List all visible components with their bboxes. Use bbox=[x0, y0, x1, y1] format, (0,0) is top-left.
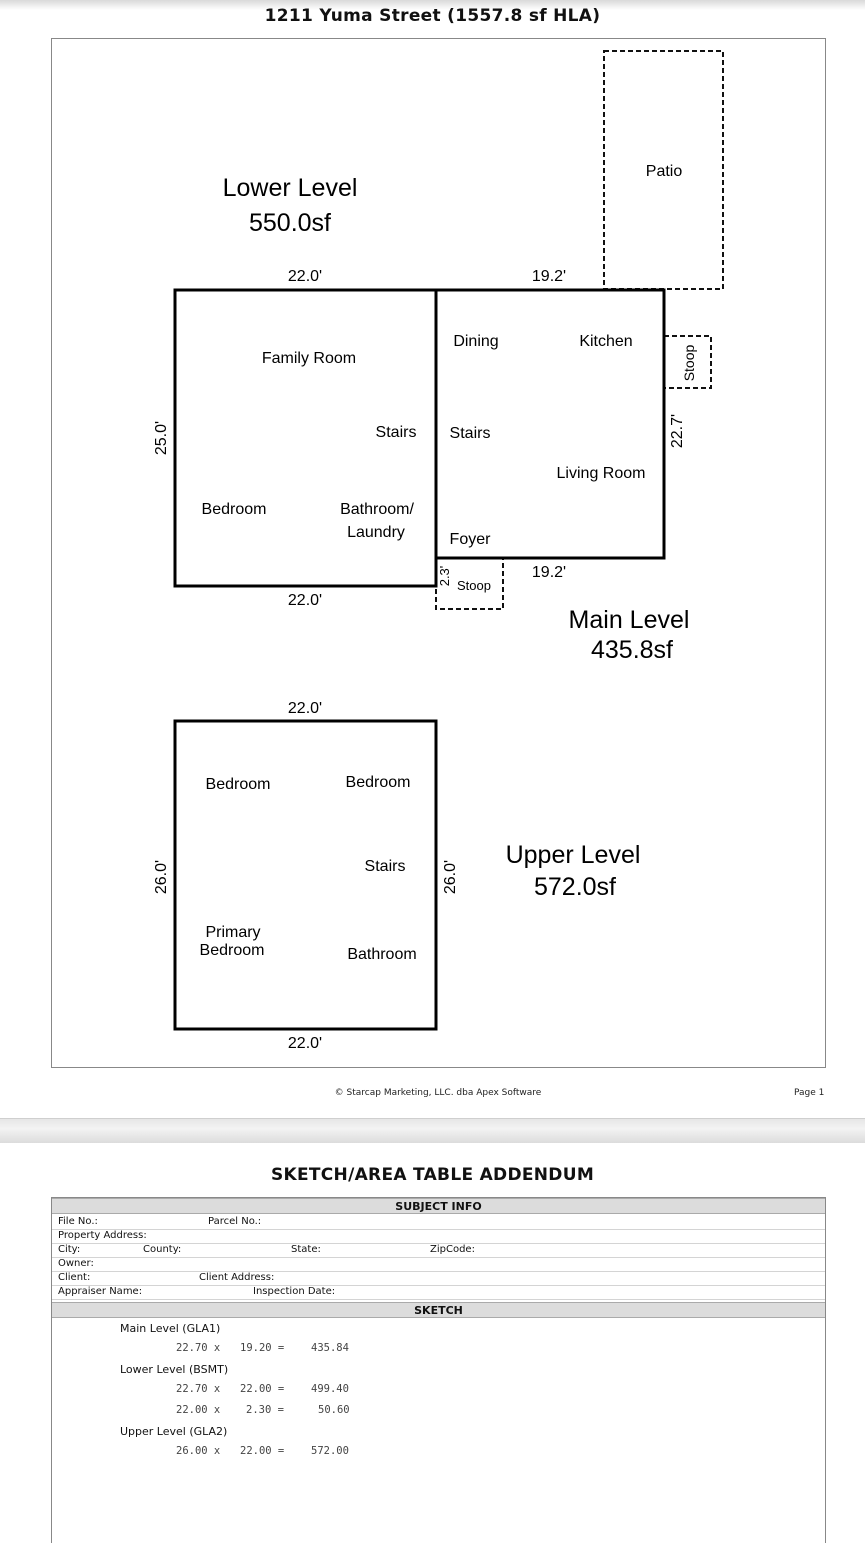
calc-result: 572.00 bbox=[311, 1445, 349, 1457]
page-number: Page 1 bbox=[794, 1088, 825, 1098]
addendum-page bbox=[0, 1143, 865, 1536]
row-client bbox=[52, 1271, 825, 1286]
label-front-stoop: Stoop bbox=[457, 578, 491, 593]
lower-dim-left: 25.0' bbox=[153, 420, 170, 456]
row-owner bbox=[52, 1257, 825, 1272]
subject-info-header: SUBJECT INFO bbox=[52, 1198, 825, 1214]
room-lower-stairs: Stairs bbox=[375, 424, 417, 441]
calc-operand-a: 26.00 x bbox=[176, 1445, 221, 1457]
label-inspection-date: Inspection Date: bbox=[253, 1286, 336, 1297]
upper-level-outline bbox=[175, 721, 436, 1029]
label-client: Client: bbox=[58, 1272, 91, 1283]
upper-dim-right: 26.0' bbox=[442, 859, 459, 895]
addendum-title: SKETCH/AREA TABLE ADDENDUM bbox=[270, 1165, 595, 1185]
room-upper-bedroom-b: Bedroom bbox=[345, 774, 411, 791]
room-family-room: Family Room bbox=[261, 350, 357, 367]
main-dim-top: 19.2' bbox=[531, 268, 567, 285]
calc-result: 50.60 bbox=[318, 1404, 350, 1416]
row-file-parcel bbox=[52, 1215, 825, 1230]
room-kitchen: Kitchen bbox=[579, 333, 633, 350]
row-city-county bbox=[52, 1243, 825, 1258]
label-zipcode: ZipCode: bbox=[430, 1244, 475, 1255]
calc-operand-b: 22.00 = bbox=[240, 1445, 285, 1457]
label-owner: Owner: bbox=[58, 1258, 94, 1269]
room-upper-bathroom: Bathroom bbox=[347, 946, 417, 963]
main-level-name: Main Level bbox=[568, 606, 690, 634]
room-upper-bedroom-a: Bedroom bbox=[205, 776, 271, 793]
main-dim-right: 22.7' bbox=[669, 413, 686, 449]
room-foyer: Foyer bbox=[449, 531, 491, 548]
room-dining: Dining bbox=[453, 333, 499, 350]
area-lower-level: Lower Level (BSMT) bbox=[120, 1363, 229, 1376]
lower-dim-bottom: 22.0' bbox=[287, 592, 323, 609]
lower-level-area: 550.0sf bbox=[248, 209, 332, 237]
label-side-stoop: Stoop bbox=[681, 344, 697, 382]
area-upper-level: Upper Level (GLA2) bbox=[120, 1425, 228, 1438]
room-primary-line2: Bedroom bbox=[199, 942, 265, 959]
main-level-area: 435.8sf bbox=[590, 636, 674, 664]
main-level-outline bbox=[436, 290, 664, 558]
calc-operand-b: 19.20 = bbox=[240, 1342, 285, 1354]
label-file-no: File No.: bbox=[58, 1216, 98, 1227]
page-separator bbox=[0, 1118, 865, 1144]
addendum-table bbox=[51, 1197, 826, 1543]
sketch-title: 1211 Yuma Street (1557.8 sf HLA) bbox=[264, 6, 601, 26]
calc-operand-b: 22.00 = bbox=[240, 1383, 285, 1395]
room-bathroom-line2: Laundry bbox=[347, 524, 405, 541]
upper-dim-left: 26.0' bbox=[153, 859, 170, 895]
upper-dim-top: 22.0' bbox=[287, 700, 323, 717]
area-main-level: Main Level (GLA1) bbox=[120, 1322, 221, 1335]
row-appraiser bbox=[52, 1285, 825, 1300]
calc-result: 499.40 bbox=[311, 1383, 349, 1395]
calc-operand-a: 22.70 x bbox=[176, 1383, 221, 1395]
label-parcel-no: Parcel No.: bbox=[208, 1216, 262, 1227]
label-property-address: Property Address: bbox=[58, 1230, 147, 1241]
room-upper-stairs: Stairs bbox=[364, 858, 406, 875]
label-client-address: Client Address: bbox=[199, 1272, 275, 1283]
lower-dim-top: 22.0' bbox=[287, 268, 323, 285]
calc-row bbox=[176, 1445, 349, 1505]
label-city: City: bbox=[58, 1244, 81, 1255]
room-main-stairs: Stairs bbox=[449, 425, 491, 442]
front-stoop-dim: 2.3' bbox=[437, 565, 452, 587]
calc-operand-a: 22.00 x bbox=[176, 1404, 221, 1416]
calc-operand-a: 22.70 x bbox=[176, 1342, 221, 1354]
lower-level-name: Lower Level bbox=[222, 174, 358, 202]
room-bathroom-line1: Bathroom/ bbox=[340, 501, 414, 518]
upper-level-name: Upper Level bbox=[505, 841, 641, 869]
upper-dim-bottom: 22.0' bbox=[287, 1035, 323, 1052]
room-primary-line1: Primary bbox=[205, 924, 261, 941]
room-lower-bedroom: Bedroom bbox=[201, 501, 267, 518]
label-patio: Patio bbox=[645, 163, 683, 180]
label-county: County: bbox=[143, 1244, 182, 1255]
label-appraiser-name: Appraiser Name: bbox=[58, 1286, 143, 1297]
row-property-address bbox=[52, 1229, 825, 1244]
sketch-header: SKETCH bbox=[52, 1302, 825, 1318]
upper-level-area: 572.0sf bbox=[533, 873, 617, 901]
room-living-room: Living Room bbox=[556, 465, 646, 482]
copyright-footer: © Starcap Marketing, LLC. dba Apex Software bbox=[334, 1088, 542, 1098]
calc-operand-b: 2.30 = bbox=[246, 1404, 284, 1416]
calc-result: 435.84 bbox=[311, 1342, 349, 1354]
label-state: State: bbox=[291, 1244, 321, 1255]
main-dim-bottom: 19.2' bbox=[531, 564, 567, 581]
